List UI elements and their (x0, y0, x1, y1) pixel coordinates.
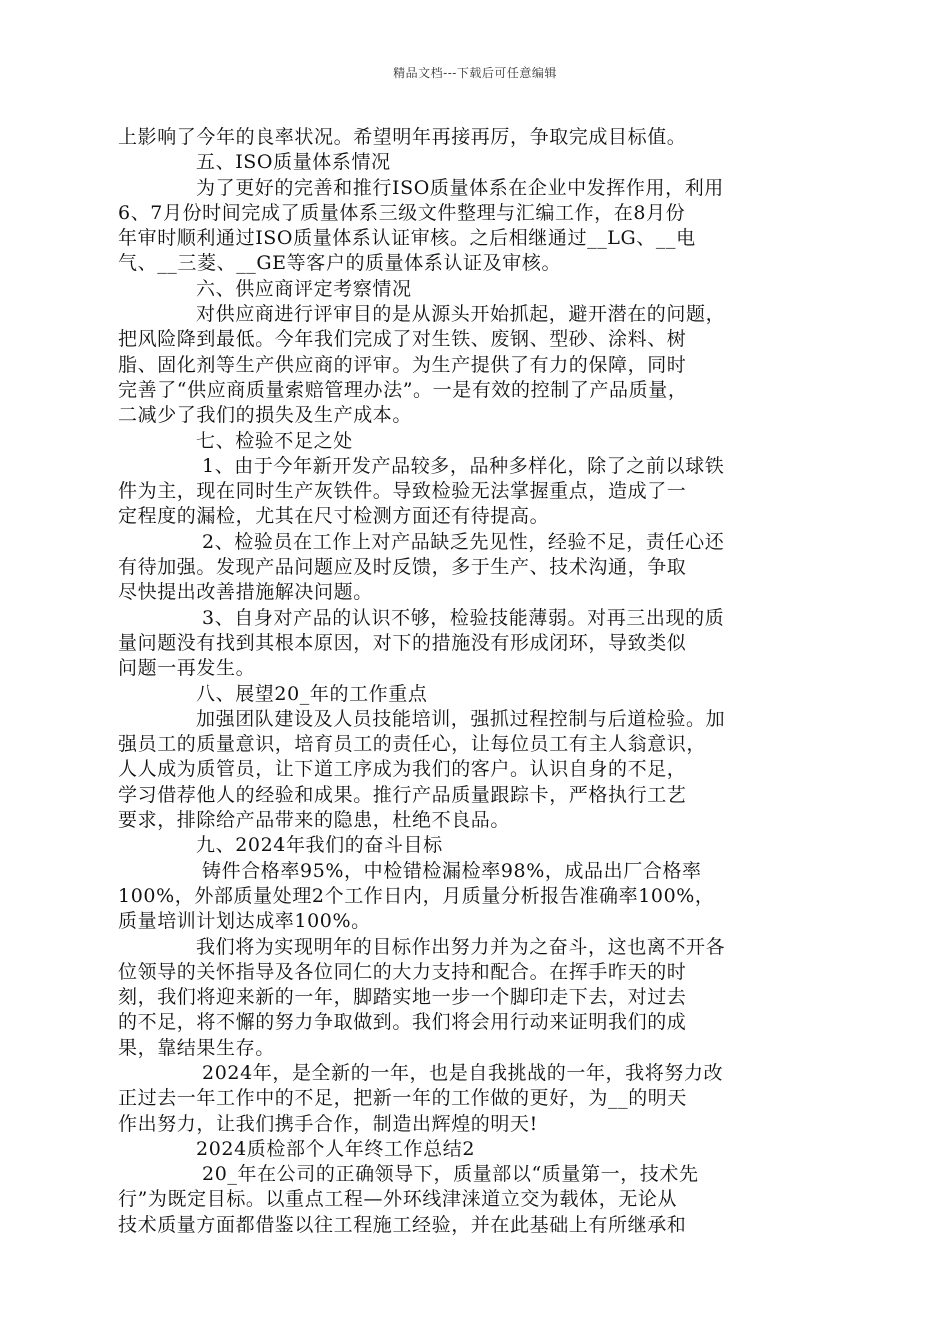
paragraph-line: 二减少了我们的损失及生产成本。 (118, 404, 413, 427)
paragraph-line: 6、7月份时间完成了质量体系三级文件整理与汇编工作，在8月份 (118, 201, 686, 224)
section-heading: 七、检验不足之处 (196, 429, 353, 452)
section-heading: 六、供应商评定考察情况 (196, 277, 412, 300)
paragraph-line: 要求，排除给产品带来的隐患，杜绝不良品。 (118, 809, 511, 832)
paragraph-line: 完善了“供应商质量索赔管理办法”。一是有效的控制了产品质量， (118, 378, 688, 401)
paragraph-line: 1、由于今年新开发产品较多，品种多样化，除了之前以球铁 (202, 454, 725, 477)
paragraph-line: 行”为既定目标。以重点工程—外环线津涞道立交为载体，无论从 (118, 1188, 678, 1211)
paragraph-line: 对供应商进行评审目的是从源头开始抓起，避开潜在的问题， (196, 303, 726, 326)
paragraph-line: 刻，我们将迎来新的一年，脚踏实地一步一个脚印走下去，对过去 (118, 986, 687, 1009)
paragraph-line: 件为主，现在同时生产灰铁件。导致检验无法掌握重点，造成了一 (118, 480, 687, 503)
paragraph-line: 脂、固化剂等生产供应商的评审。为生产提供了有力的保障，同时 (118, 353, 687, 376)
paragraph-line: 作出努力，让我们携手合作，制造出辉煌的明天! (118, 1112, 538, 1135)
paragraph-line: 我们将为实现明年的目标作出努力并为之奋斗，这也离不开各 (196, 935, 726, 958)
paragraph-line: 定程度的漏检，尤其在尺寸检测方面还有待提高。 (118, 505, 550, 528)
paragraph-line: 铸件合格率95%，中检错检漏检率98%，成品出厂合格率 (202, 859, 702, 882)
paragraph-line: 量问题没有找到其根本原因，对下的措施没有形成闭环，导致类似 (118, 631, 687, 654)
section-heading: 八、展望20_年的工作重点 (196, 682, 428, 705)
paragraph-line: 质量培训计划达成率100%。 (118, 910, 371, 933)
paragraph-line: 位领导的关怀指导及各位同仁的大力支持和配合。在挥手昨天的时 (118, 960, 687, 983)
page-header: 精品文档---下载后可任意编辑 (393, 66, 557, 80)
section-heading: 五、ISO质量体系情况 (196, 151, 391, 174)
paragraph-line: 果，靠结果生存。 (118, 1036, 275, 1059)
paragraph-line: 年审时顺利通过ISO质量体系认证审核。之后相继通过__LG、__电 (118, 227, 696, 250)
paragraph-line: 100%，外部质量处理2个工作日内，月质量分析报告准确率100%， (118, 884, 715, 907)
paragraph-line: 问题一再发生。 (118, 657, 256, 680)
paragraph-line: 学习借荐他人的经验和成果。推行产品质量跟踪卡，严格执行工艺 (118, 783, 687, 806)
section-heading: 2024质检部个人年终工作总结2 (196, 1137, 476, 1160)
paragraph-line: 气、__三菱、__GE等客户的质量体系认证及审核。 (118, 252, 562, 275)
paragraph-line: 20_年在公司的正确领导下，质量部以“质量第一，技术先 (202, 1163, 699, 1186)
paragraph-line: 上影响了今年的良率状况。希望明年再接再厉，争取完成目标值。 (118, 126, 687, 148)
paragraph-line: 2、检验员在工作上对产品缺乏先见性，经验不足，责任心还 (202, 530, 725, 553)
paragraph-line: 强员工的质量意识，培育员工的责任心，让每位员工有主人翁意识， (118, 733, 707, 756)
paragraph-line: 把风险降到最低。今年我们完成了对生铁、废钢、型砂、涂料、树 (118, 328, 687, 351)
paragraph-line: 加强团队建设及人员技能培训，强抓过程控制与后道检验。加 (196, 707, 726, 730)
document-body (118, 125, 810, 1238)
section-heading: 九、2024年我们的奋斗目标 (196, 834, 443, 857)
paragraph-line: 2024年，是全新的一年，也是自我挑战的一年，我将努力改 (202, 1061, 724, 1084)
paragraph-line: 的不足，将不懈的努力争取做到。我们将会用行动来证明我们的成 (118, 1011, 687, 1034)
paragraph-line: 人人成为质管员，让下道工序成为我们的客户。认识自身的不足， (118, 758, 687, 781)
paragraph-line: 3、自身对产品的认识不够，检验技能薄弱。对再三出现的质 (202, 606, 725, 629)
paragraph-line: 技术质量方面都借鉴以往工程施工经验，并在此基础上有所继承和 (118, 1213, 687, 1236)
paragraph-line: 正过去一年工作中的不足，把新一年的工作做的更好，为__的明天 (118, 1087, 688, 1110)
paragraph-line: 为了更好的完善和推行ISO质量体系在企业中发挥作用，利用 (196, 176, 724, 199)
paragraph-line: 有待加强。发现产品问题应及时反馈，多于生产、技术沟通，争取 (118, 556, 687, 579)
paragraph-line: 尽快提出改善措施解决问题。 (118, 581, 373, 604)
